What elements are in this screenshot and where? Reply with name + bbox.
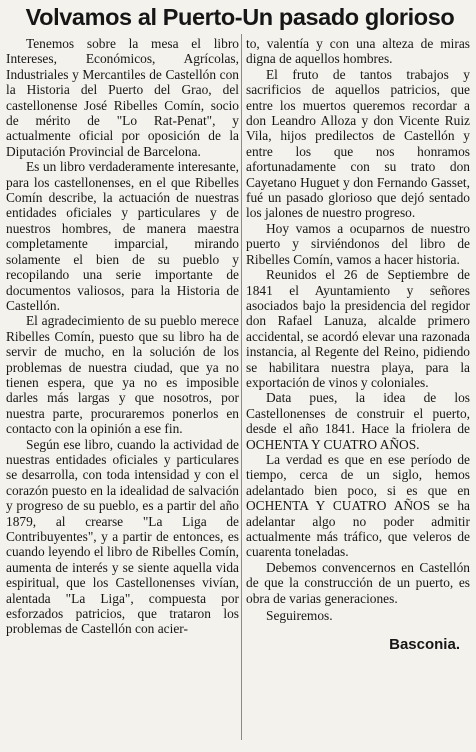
paragraph: El agradecimiento de su pueblo merece Ribelles Comín, puesto que su libro ha de servir de mucho, en la solución de los problemas de nuestra ciudad, que ya no tienen espera, que ya no es imposible darles más largas y que nosotros, por nuestra parte, procuraremos ponerlos en contacto con la opinión a ese fin.	[6, 313, 239, 437]
closing-line: Seguiremos.	[266, 608, 333, 624]
paragraph: Hoy vamos a ocuparnos de nuestro puerto y sirviéndonos del libro de Ribelles Comín, vamos a hacer historia.	[246, 220, 470, 267]
right-column	[246, 36, 470, 653]
column-divider	[241, 34, 242, 740]
left-column	[6, 36, 239, 637]
paragraph: Es un libro verdaderamente interesante, para los castellonenses, en el que Ribelles Comín describe, la actuación de nuestras entidades oficiales y particulares y de nuestros hombres, de manera maestra completamente imparcial, mirando solamente el bien de su pueblo y recopilando una serie importante de documentos valiosos, para la Historia de Castellón.	[6, 159, 239, 313]
paragraph: Reunidos el 26 de Septiembre de 1841 el Ayuntamiento y señores asociados bajo la presidencia del regidor don Rafael Lanuza, alcalde primero accidental, se acordó elevar una razonada instancia, al Regente del Reino, pidiendo se habilitara nuestra playa, para la exportación de vinos y coloniales.	[246, 267, 470, 390]
paragraph: Data pues, la idea de los Castellonenses de construir el puerto, desde el año 1841. Hace la friolera de OCHENTA Y CUATRO AÑOS.	[246, 390, 470, 452]
paragraph: Tenemos sobre la mesa el libro Intereses, Económicos, Agrícolas, Industriales y Mercantiles de Castellón con la Historia del Puerto del Grao, del castellonense José Ribelles Comín, socio de mérito de "Lo Rat-Penat", y actualmente oficial por oposición de la Diputación Provincial de Barcelona.	[6, 36, 239, 159]
paragraph: Según ese libro, cuando la actividad de nuestras entidades oficiales y particulares se desarrolla, con toda intensidad y con el corazón puesto en la idealidad de salvación y progreso de su pueblo, es a partir del año 1879, al crearse "La Liga de Contribuyentes", y a partir de entonces, es cuando leyendo el libro de Ribelles Comín, aumenta de interés y se siente aquella vida espiritual, que los Castellonenses vivían, alentada "La Liga", compuesta por esforzados patricios, que trataron los problemas de Castellón con acier-	[6, 436, 239, 637]
article-headline: Volvamos al Puerto-Un pasado glorioso	[25, 4, 455, 30]
paragraph: El fruto de tantos trabajos y sacrificios de aquellos patricios, que entre los muertos queremos recordar a don Leandro Alloza y don Vicente Ruiz Vila, hijos predilectos de Castellón y entre los que nos honramos afortunadamente con su trato don Cayetano Huguet y don Fernando Gasset, fué un pasado glorioso que dejó sentado los jalones de nuestro progreso.	[246, 66, 470, 221]
paragraph: Debemos convencernos en Castellón de que la construcción de un puerto, es obra de varias generaciones.	[246, 559, 470, 606]
author-signature: Basconia.	[389, 636, 460, 654]
paragraph: La verdad es que en ese período de tiempo, cerca de un siglo, hemos adelantado bien poco, si es que en OCHENTA Y CUATRO AÑOS se ha adelantar algo no poder admitir actualmente más tráfico, que veleros de cuarenta toneladas.	[246, 451, 470, 560]
paragraph-continuation: to, valentía y con una alteza de miras digna de aquellos hombres.	[246, 36, 470, 67]
